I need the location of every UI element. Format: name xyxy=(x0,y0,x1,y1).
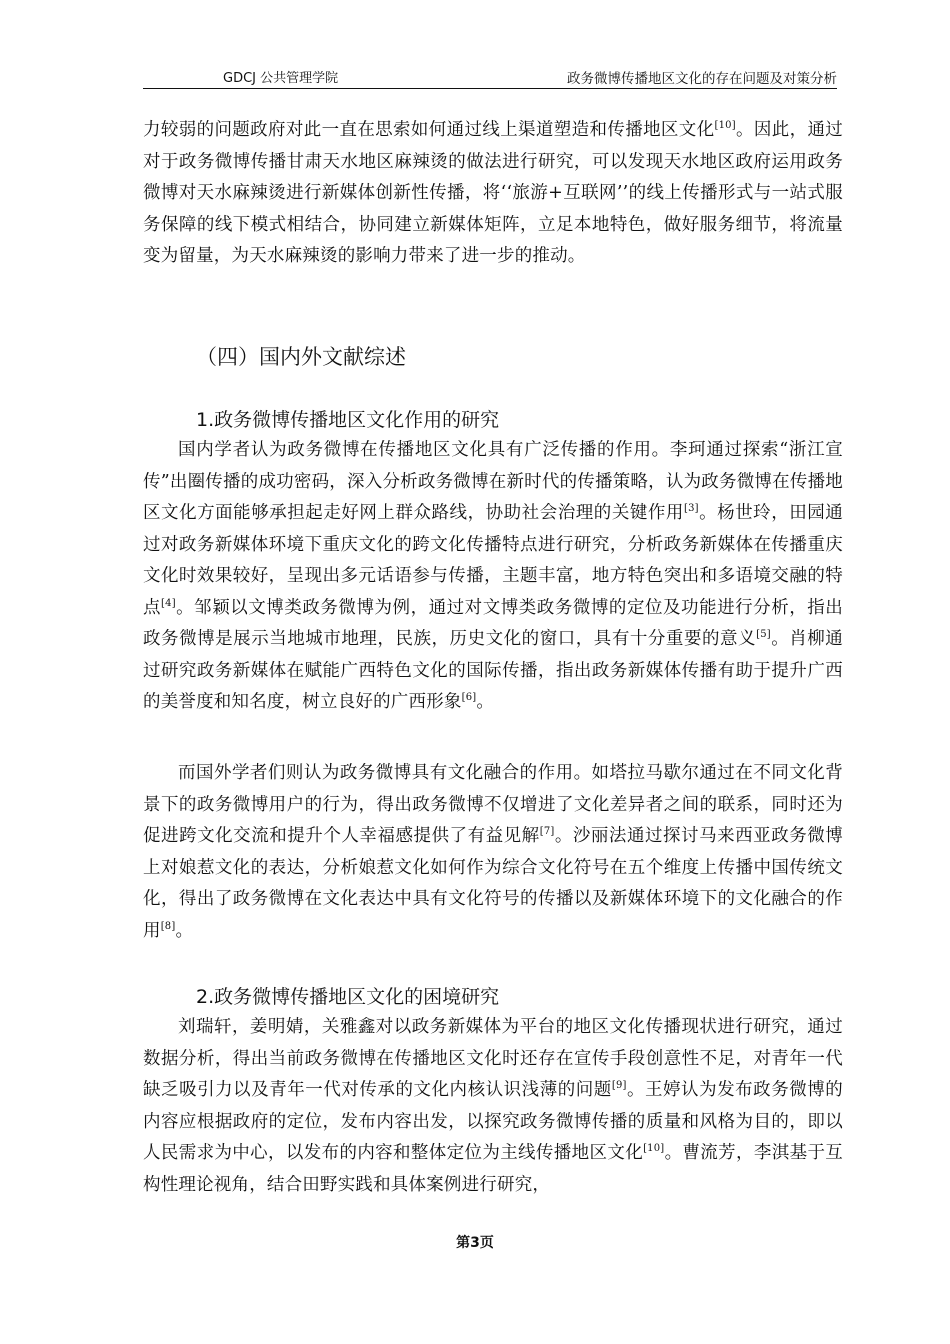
subsection-heading-1: 1.政务微博传播地区文化作用的研究 xyxy=(196,409,500,431)
citation: [10] xyxy=(643,1143,665,1155)
citation: [7] xyxy=(539,826,555,838)
header-institution: GDCJ 公共管理学院 xyxy=(223,71,339,86)
header-title: 政务微博传播地区文化的存在问题及对策分析 xyxy=(567,71,837,87)
citation: [6] xyxy=(461,692,477,704)
subsection-heading-2: 2.政务微博传播地区文化的困境研究 xyxy=(196,986,500,1008)
section-heading: （四）国内外文献综述 xyxy=(196,345,406,369)
citation: [5] xyxy=(756,629,771,641)
citation: [10] xyxy=(714,120,736,132)
header-divider xyxy=(143,88,837,89)
citation: [4] xyxy=(161,597,176,609)
paragraph-foreign-research: 而国外学者们则认为政务微博具有文化融合的作用。如塔拉马歇尔通过在不同文化背景下的政务微博用户的行为，得出政务微博不仅增进了文化差异者之间的联系，同时还为促进跨文化交流和提升个人幸福感提供了有益见解[7]。沙丽法通过探讨马来西亚政务微博上对娘惹文化的表达，分析娘惹文化如何作为综合文化符号在五个维度上传播中国传统文化，得出了政务微博在文化表达中具有文化符号的传播以及新媒体环境下的文化融合的作用[8]。 xyxy=(143,763,843,941)
paragraph-domestic-research: 国内学者认为政务微博在传播地区文化具有广泛传播的作用。李珂通过探索“浙江宣传”出圈传播的成功密码，深入分析政务微博在新时代的传播策略，认为政务微博在传播地区文化方面能够承担起走好网上群众路线，协助社会治理的关键作用[3]。杨世玲，田园通过对政务新媒体环境下重庆文化的跨文化传播特点进行研究，分析政务新媒体在传播重庆文化时效果较好，呈现出多元话语参与传播，主题丰富，地方特色突出和多语境交融的特点[4]。邹颖以文博类政务微博为例，通过对文博类政务微博的定位及功能进行分析，指出政务微博是展示当地城市地理，民族，历史文化的窗口，具有十分重要的意义[5]。肖柳通过研究政务新媒体在赋能广西特色文化的国际传播，指出政务新媒体传播有助于提升广西的美誉度和知名度，树立良好的广西形象[6]。 xyxy=(143,440,844,712)
page-number: 第3页 xyxy=(456,1235,494,1251)
citation: [3] xyxy=(683,503,699,515)
page-header xyxy=(143,64,837,88)
citation: [9] xyxy=(611,1080,627,1092)
citation: [8] xyxy=(160,920,176,932)
paragraph-continuation: 力较弱的问题政府对此一直在思索如何通过线上渠道塑造和传播地区文化[10]。因此，通过对于政务微博传播甘肃天水地区麻辣烫的做法进行研究，可以发现天水地区政府运用政务微博对天水麻辣烫进行新媒体创新性传播，将‘‘旅游+互联网’’的线上传播形式与一站式服务保障的线下模式相结合，协同建立新媒体矩阵，立足本地特色，做好服务细节，将流量变为留量，为天水麻辣烫的影响力带来了进一步的推动。 xyxy=(143,120,844,266)
paragraph-dilemma-research: 刘瑞轩，姜明婧，关雅鑫对以政务新媒体为平台的地区文化传播现状进行研究，通过数据分析，得出当前政务微博在传播地区文化时还存在宣传手段创意性不足，对青年一代缺乏吸引力以及青年一代对传承的文化内核认识浅薄的问题[9]。王婷认为发布政务微博的内容应根据政府的定位，发布内容出发，以探究政务微博传播的质量和风格为目的，即以人民需求为中心，以发布的内容和整体定位为主线传播地区文化[10]。曹流芳，李淇基于互构性理论视角，结合田野实践和具体案例进行研究， xyxy=(143,1017,844,1195)
